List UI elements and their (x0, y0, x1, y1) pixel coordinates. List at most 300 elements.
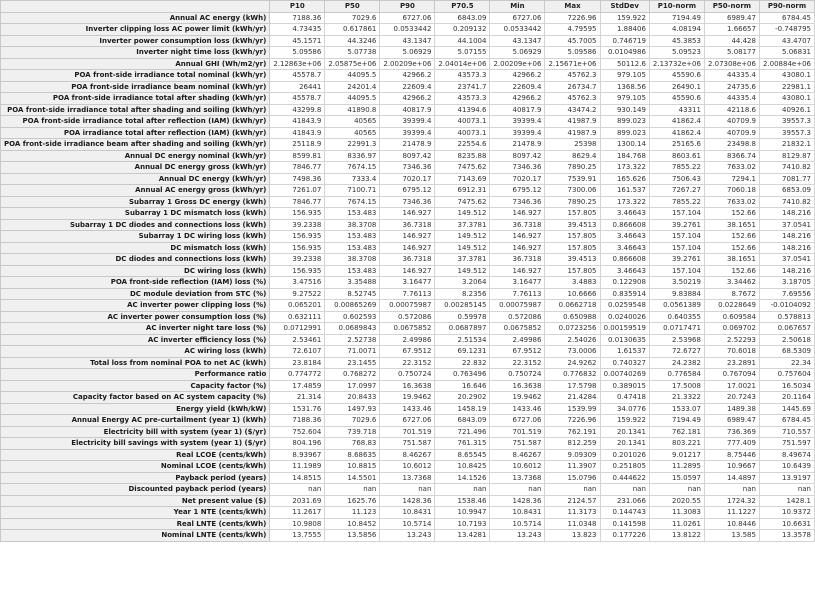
table-cell[interactable]: 5.09586 (545, 47, 600, 59)
table-cell[interactable]: 43.1347 (490, 35, 545, 47)
table-cell[interactable]: 7194.49 (649, 12, 704, 24)
table-cell[interactable]: 13.7555 (270, 530, 325, 542)
table-cell[interactable]: 8129.87 (759, 150, 814, 162)
table-cell[interactable]: 3.46643 (600, 242, 649, 254)
table-cell[interactable]: 41987.9 (545, 127, 600, 139)
table-cell[interactable]: 156.935 (270, 231, 325, 243)
table-cell[interactable]: 11.1227 (704, 507, 759, 519)
table-cell[interactable]: 148.216 (759, 265, 814, 277)
table-cell[interactable]: 39.4513 (545, 219, 600, 231)
table-cell[interactable]: 22.3152 (380, 357, 435, 369)
table-cell[interactable]: 13.7368 (490, 472, 545, 484)
table-cell[interactable]: 6795.12 (380, 185, 435, 197)
table-cell[interactable]: 2.50618 (759, 334, 814, 346)
table-cell[interactable]: 1428.36 (380, 495, 435, 507)
column-header[interactable]: P90-norm (759, 1, 814, 13)
table-cell[interactable]: 21.4284 (545, 392, 600, 404)
table-cell[interactable]: 8097.42 (380, 150, 435, 162)
table-cell[interactable]: 0.389015 (600, 380, 649, 392)
table-cell[interactable]: 7267.27 (649, 185, 704, 197)
row-header[interactable]: Total loss from nominal POA to net AC (kWh) (1, 357, 270, 369)
table-cell[interactable]: 161.537 (600, 185, 649, 197)
table-cell[interactable]: 2124.57 (545, 495, 600, 507)
table-cell[interactable]: 148.216 (759, 242, 814, 254)
table-cell[interactable]: 6727.06 (380, 415, 435, 427)
table-cell[interactable]: 5.09586 (270, 47, 325, 59)
table-cell[interactable]: 8.93967 (270, 449, 325, 461)
table-cell[interactable]: 6784.45 (759, 415, 814, 427)
table-cell[interactable]: 23741.7 (435, 81, 490, 93)
table-cell[interactable]: 13.8122 (649, 530, 704, 542)
table-cell[interactable]: 2.49986 (490, 334, 545, 346)
table-cell[interactable]: 45.7005 (545, 35, 600, 47)
table-cell[interactable]: 25398 (545, 139, 600, 151)
table-cell[interactable]: 25165.6 (649, 139, 704, 151)
table-cell[interactable]: 20.1341 (600, 426, 649, 438)
table-cell[interactable]: 10.6012 (490, 461, 545, 473)
table-cell[interactable]: 157.104 (649, 265, 704, 277)
table-cell[interactable]: 8.75446 (704, 449, 759, 461)
table-cell[interactable]: 44.3246 (325, 35, 380, 47)
table-cell[interactable]: 20.1164 (759, 392, 814, 404)
table-cell[interactable]: 22.34 (759, 357, 814, 369)
table-cell[interactable]: 1300.14 (600, 139, 649, 151)
table-cell[interactable]: 7188.36 (270, 415, 325, 427)
table-cell[interactable]: 2.51534 (435, 334, 490, 346)
table-cell[interactable]: 3.18705 (759, 277, 814, 289)
table-cell[interactable]: 4.79595 (545, 24, 600, 36)
table-cell[interactable]: 13.9197 (759, 472, 814, 484)
table-cell[interactable]: 44335.4 (704, 93, 759, 105)
table-cell[interactable]: nan (704, 484, 759, 496)
table-cell[interactable]: 72.6107 (270, 346, 325, 358)
table-cell[interactable]: 3.4883 (545, 277, 600, 289)
row-header[interactable]: Annual DC energy nominal (kWh/yr) (1, 150, 270, 162)
table-cell[interactable]: 22.3152 (490, 357, 545, 369)
table-cell[interactable]: 157.805 (545, 231, 600, 243)
row-header[interactable]: Net present value ($) (1, 495, 270, 507)
table-cell[interactable]: 43.1347 (380, 35, 435, 47)
table-cell[interactable]: 3.35488 (325, 277, 380, 289)
table-cell[interactable]: 0.177226 (600, 530, 649, 542)
row-header[interactable]: Annual AC energy gross (kWh/yr) (1, 185, 270, 197)
table-cell[interactable]: 0.776832 (545, 369, 600, 381)
table-cell[interactable]: 7346.36 (490, 162, 545, 174)
table-cell[interactable]: 3.2064 (435, 277, 490, 289)
table-cell[interactable]: 803.221 (649, 438, 704, 450)
table-cell[interactable]: 6795.12 (490, 185, 545, 197)
table-cell[interactable]: 7188.36 (270, 12, 325, 24)
table-cell[interactable]: 45.3853 (649, 35, 704, 47)
column-header[interactable]: Min (490, 1, 545, 13)
table-cell[interactable]: 0.0104986 (600, 47, 649, 59)
table-cell[interactable]: 157.104 (649, 231, 704, 243)
table-cell[interactable]: 149.512 (435, 208, 490, 220)
table-cell[interactable]: 2.00209e+06 (380, 58, 435, 70)
table-cell[interactable]: 2.00884e+06 (759, 58, 814, 70)
row-header[interactable]: POA front-side reflection (IAM) loss (%) (1, 277, 270, 289)
table-cell[interactable]: 751.587 (380, 438, 435, 450)
table-cell[interactable]: 156.935 (270, 208, 325, 220)
table-cell[interactable]: 11.2895 (649, 461, 704, 473)
table-cell[interactable]: 2.15671e+06 (545, 58, 600, 70)
table-cell[interactable]: 10.9947 (435, 507, 490, 519)
table-cell[interactable]: 45762.3 (545, 70, 600, 82)
table-cell[interactable]: 7226.96 (545, 415, 600, 427)
column-header[interactable]: StdDev (600, 1, 649, 13)
row-header[interactable]: Nominal LNTE (cents/kWh) (1, 530, 270, 542)
table-cell[interactable]: 159.922 (600, 415, 649, 427)
table-cell[interactable]: 1489.38 (704, 403, 759, 415)
table-cell[interactable]: 10.8815 (325, 461, 380, 473)
row-header[interactable]: Subarray 1 DC wiring loss (kWh) (1, 231, 270, 243)
table-cell[interactable]: 0.0533442 (490, 24, 545, 36)
table-cell[interactable]: 0.746719 (600, 35, 649, 47)
table-cell[interactable]: 7506.43 (649, 173, 704, 185)
table-cell[interactable]: 10.8425 (435, 461, 490, 473)
row-header[interactable]: POA front-side irradiance total after shading (kWh/yr) (1, 93, 270, 105)
table-cell[interactable]: 0.065201 (270, 300, 325, 312)
table-cell[interactable]: 44.1004 (435, 35, 490, 47)
table-cell[interactable]: 9.27522 (270, 288, 325, 300)
table-cell[interactable]: 5.09523 (649, 47, 704, 59)
row-header[interactable]: AC inverter power clipping loss (%) (1, 300, 270, 312)
table-cell[interactable]: 0.602593 (325, 311, 380, 323)
table-cell[interactable]: 39557.3 (759, 127, 814, 139)
row-header[interactable]: POA front-side irradiance total after shading and soiling (kWh/yr) (1, 104, 270, 116)
table-cell[interactable]: 1368.56 (600, 81, 649, 93)
table-cell[interactable]: 979.105 (600, 70, 649, 82)
table-cell[interactable]: 45578.7 (270, 93, 325, 105)
table-cell[interactable]: 7294.1 (704, 173, 759, 185)
table-cell[interactable]: 44335.4 (704, 70, 759, 82)
table-cell[interactable]: 39399.4 (490, 116, 545, 128)
table-cell[interactable]: 43080.1 (759, 70, 814, 82)
table-cell[interactable]: 812.259 (545, 438, 600, 450)
table-cell[interactable]: 7.76113 (490, 288, 545, 300)
row-header[interactable]: Inverter clipping loss AC power limit (kWh/yr) (1, 24, 270, 36)
table-cell[interactable]: 173.322 (600, 196, 649, 208)
table-cell[interactable]: 15.0597 (649, 472, 704, 484)
table-cell[interactable]: 146.927 (490, 242, 545, 254)
table-cell[interactable]: 67.9512 (490, 346, 545, 358)
table-cell[interactable]: 43474.2 (545, 104, 600, 116)
table-cell[interactable]: 1539.99 (545, 403, 600, 415)
table-cell[interactable]: 9.01217 (649, 449, 704, 461)
table-cell[interactable]: 21478.9 (490, 139, 545, 151)
table-cell[interactable]: 8.65545 (435, 449, 490, 461)
table-cell[interactable]: 13.3578 (759, 530, 814, 542)
table-cell[interactable]: -0.748795 (759, 24, 814, 36)
table-cell[interactable]: 40565 (325, 116, 380, 128)
row-header[interactable]: DC diodes and connections loss (kWh) (1, 254, 270, 266)
table-cell[interactable]: 23.2891 (704, 357, 759, 369)
table-cell[interactable]: 0.750724 (490, 369, 545, 381)
table-cell[interactable]: 21478.9 (380, 139, 435, 151)
table-cell[interactable]: 0.640355 (649, 311, 704, 323)
table-cell[interactable]: 0.632111 (270, 311, 325, 323)
table-cell[interactable]: 751.587 (490, 438, 545, 450)
table-cell[interactable]: 153.483 (325, 242, 380, 254)
table-cell[interactable]: 45590.6 (649, 93, 704, 105)
table-cell[interactable]: 2.53968 (649, 334, 704, 346)
table-cell[interactable]: nan (545, 484, 600, 496)
table-cell[interactable]: 157.805 (545, 208, 600, 220)
table-cell[interactable]: 26441 (270, 81, 325, 93)
table-cell[interactable]: 8366.74 (704, 150, 759, 162)
table-cell[interactable]: 43299.8 (270, 104, 325, 116)
table-cell[interactable]: 156.935 (270, 265, 325, 277)
table-cell[interactable]: 0.00285145 (435, 300, 490, 312)
table-cell[interactable]: 8.7672 (704, 288, 759, 300)
table-cell[interactable]: 146.927 (380, 231, 435, 243)
table-cell[interactable]: 0.740327 (600, 357, 649, 369)
table-cell[interactable]: 7346.36 (380, 162, 435, 174)
table-cell[interactable]: 3.46643 (600, 265, 649, 277)
table-cell[interactable]: 899.023 (600, 127, 649, 139)
table-cell[interactable]: 9.83884 (649, 288, 704, 300)
table-cell[interactable]: 751.597 (759, 438, 814, 450)
corner-header-cell[interactable] (1, 1, 270, 13)
table-cell[interactable]: 0.767094 (704, 369, 759, 381)
table-cell[interactable]: 231.066 (600, 495, 649, 507)
table-cell[interactable]: 24735.6 (704, 81, 759, 93)
table-cell[interactable]: 0.578813 (759, 311, 814, 323)
table-cell[interactable]: nan (325, 484, 380, 496)
table-cell[interactable]: -0.0104092 (759, 300, 814, 312)
table-cell[interactable]: 40817.9 (490, 104, 545, 116)
table-cell[interactable]: 1531.76 (270, 403, 325, 415)
table-cell[interactable]: 7633.02 (704, 162, 759, 174)
table-cell[interactable]: 7300.06 (545, 185, 600, 197)
table-cell[interactable]: 157.805 (545, 265, 600, 277)
table-cell[interactable]: 7855.22 (649, 196, 704, 208)
row-header[interactable]: Subarray 1 DC mismatch loss (kWh) (1, 208, 270, 220)
table-cell[interactable]: 11.1989 (270, 461, 325, 473)
table-cell[interactable]: 11.3083 (649, 507, 704, 519)
table-cell[interactable]: 50112.6 (600, 58, 649, 70)
table-cell[interactable]: 13.823 (545, 530, 600, 542)
table-cell[interactable]: 157.805 (545, 242, 600, 254)
table-cell[interactable]: 4.73435 (270, 24, 325, 36)
table-cell[interactable]: 24.2382 (649, 357, 704, 369)
table-cell[interactable]: 10.8446 (704, 518, 759, 530)
table-cell[interactable]: 7194.49 (649, 415, 704, 427)
table-cell[interactable]: 16.3638 (490, 380, 545, 392)
table-cell[interactable]: 2.04014e+06 (435, 58, 490, 70)
table-cell[interactable]: 7.69556 (759, 288, 814, 300)
table-cell[interactable]: 156.935 (270, 242, 325, 254)
table-cell[interactable]: 38.3708 (325, 219, 380, 231)
table-cell[interactable]: 24.9262 (545, 357, 600, 369)
table-cell[interactable]: 44095.5 (325, 70, 380, 82)
table-cell[interactable]: 10.8431 (490, 507, 545, 519)
table-cell[interactable]: 8336.97 (325, 150, 380, 162)
table-cell[interactable]: 3.46643 (600, 208, 649, 220)
table-cell[interactable]: 10.6439 (759, 461, 814, 473)
table-cell[interactable]: 0.609584 (704, 311, 759, 323)
table-cell[interactable]: 930.149 (600, 104, 649, 116)
table-cell[interactable]: 45578.7 (270, 70, 325, 82)
table-cell[interactable]: 149.512 (435, 242, 490, 254)
table-cell[interactable]: 0.209132 (435, 24, 490, 36)
table-cell[interactable]: 5.06929 (490, 47, 545, 59)
row-header[interactable]: Discounted payback period (years) (1, 484, 270, 496)
row-header[interactable]: Payback period (years) (1, 472, 270, 484)
table-cell[interactable]: 6989.47 (704, 415, 759, 427)
table-cell[interactable]: 41843.9 (270, 127, 325, 139)
table-cell[interactable]: 10.6631 (759, 518, 814, 530)
table-cell[interactable]: 7100.71 (325, 185, 380, 197)
table-cell[interactable]: 7020.17 (490, 173, 545, 185)
table-cell[interactable]: 3.16477 (380, 277, 435, 289)
table-cell[interactable]: 39.2338 (270, 254, 325, 266)
table-cell[interactable]: 41843.9 (270, 116, 325, 128)
table-cell[interactable]: 1458.19 (435, 403, 490, 415)
table-cell[interactable]: 7846.77 (270, 196, 325, 208)
table-cell[interactable]: 152.66 (704, 231, 759, 243)
table-cell[interactable]: 40926.1 (759, 104, 814, 116)
table-cell[interactable]: 0.617861 (325, 24, 380, 36)
table-cell[interactable]: 7890.25 (545, 196, 600, 208)
table-cell[interactable]: 43573.3 (435, 70, 490, 82)
table-cell[interactable]: 42118.6 (704, 104, 759, 116)
table-cell[interactable]: 8.46267 (490, 449, 545, 461)
table-cell[interactable]: 36.7318 (380, 219, 435, 231)
table-cell[interactable]: 0.774772 (270, 369, 325, 381)
table-cell[interactable]: 41862.4 (649, 116, 704, 128)
table-cell[interactable]: 40817.9 (380, 104, 435, 116)
table-cell[interactable]: 2.07308e+06 (704, 58, 759, 70)
table-cell[interactable]: 14.5501 (325, 472, 380, 484)
table-cell[interactable]: 10.6012 (380, 461, 435, 473)
table-cell[interactable]: 2020.55 (649, 495, 704, 507)
table-cell[interactable]: 14.1526 (435, 472, 490, 484)
table-cell[interactable]: 1625.76 (325, 495, 380, 507)
table-cell[interactable]: 39399.4 (380, 127, 435, 139)
table-cell[interactable]: 0.0675852 (380, 323, 435, 335)
table-cell[interactable]: 7261.07 (270, 185, 325, 197)
table-cell[interactable]: 2031.69 (270, 495, 325, 507)
table-cell[interactable]: 710.557 (759, 426, 814, 438)
table-cell[interactable]: 0.144743 (600, 507, 649, 519)
table-cell[interactable]: 41394.6 (435, 104, 490, 116)
table-cell[interactable]: 13.4281 (435, 530, 490, 542)
row-header[interactable]: Annual Energy AC pre-curtailment (year 1) (kWh) (1, 415, 270, 427)
table-cell[interactable]: 6727.06 (490, 12, 545, 24)
row-header[interactable]: AC wiring loss (kWh) (1, 346, 270, 358)
table-cell[interactable]: 184.768 (600, 150, 649, 162)
table-cell[interactable]: 0.0712991 (270, 323, 325, 335)
table-cell[interactable]: 2.52293 (704, 334, 759, 346)
table-cell[interactable]: 20.2902 (435, 392, 490, 404)
table-cell[interactable]: 0.750724 (380, 369, 435, 381)
table-cell[interactable]: 0.00075987 (380, 300, 435, 312)
row-header[interactable]: Energy yield (kWh/kW) (1, 403, 270, 415)
row-header[interactable]: DC mismatch loss (kWh) (1, 242, 270, 254)
table-cell[interactable]: 37.3781 (435, 254, 490, 266)
table-cell[interactable]: nan (600, 484, 649, 496)
table-cell[interactable]: 149.512 (435, 231, 490, 243)
table-cell[interactable]: 0.650988 (545, 311, 600, 323)
table-cell[interactable]: 0.141598 (600, 518, 649, 530)
table-cell[interactable]: 1428.36 (490, 495, 545, 507)
row-header[interactable]: Subarray 1 Gross DC energy (kWh) (1, 196, 270, 208)
table-cell[interactable]: 1497.93 (325, 403, 380, 415)
table-cell[interactable]: 11.123 (325, 507, 380, 519)
table-cell[interactable]: nan (380, 484, 435, 496)
table-cell[interactable]: 10.5714 (490, 518, 545, 530)
table-cell[interactable]: 10.8452 (325, 518, 380, 530)
table-cell[interactable]: 7060.18 (704, 185, 759, 197)
table-cell[interactable]: 11.3173 (545, 507, 600, 519)
table-cell[interactable]: 17.5798 (545, 380, 600, 392)
row-header[interactable]: Inverter power consumption loss (kWh/yr) (1, 35, 270, 47)
column-header[interactable]: P10 (270, 1, 325, 13)
table-cell[interactable]: 10.6666 (545, 288, 600, 300)
row-header[interactable]: POA front-side irradiance beam nominal (kWh/yr) (1, 81, 270, 93)
table-cell[interactable]: 39557.3 (759, 116, 814, 128)
table-cell[interactable]: 0.00865269 (325, 300, 380, 312)
row-header[interactable]: DC wiring loss (kWh) (1, 265, 270, 277)
table-cell[interactable]: 37.0541 (759, 254, 814, 266)
row-header[interactable]: Capacity factor based on AC system capacity (%) (1, 392, 270, 404)
table-cell[interactable]: 43573.3 (435, 93, 490, 105)
table-cell[interactable]: 0.768272 (325, 369, 380, 381)
table-cell[interactable]: 153.483 (325, 208, 380, 220)
table-cell[interactable]: 0.866608 (600, 219, 649, 231)
table-cell[interactable]: 17.5008 (649, 380, 704, 392)
table-cell[interactable]: 0.067657 (759, 323, 814, 335)
table-cell[interactable]: 6989.47 (704, 12, 759, 24)
table-cell[interactable]: 24201.4 (325, 81, 380, 93)
table-cell[interactable]: 22609.4 (380, 81, 435, 93)
table-cell[interactable]: 23.8184 (270, 357, 325, 369)
table-cell[interactable]: 21832.1 (759, 139, 814, 151)
table-cell[interactable]: 7674.15 (325, 196, 380, 208)
table-cell[interactable]: 41987.9 (545, 116, 600, 128)
table-cell[interactable]: 0.572086 (380, 311, 435, 323)
table-cell[interactable]: 16.646 (435, 380, 490, 392)
table-cell[interactable]: 8.2356 (435, 288, 490, 300)
table-cell[interactable]: 8.52745 (325, 288, 380, 300)
table-cell[interactable]: 42966.2 (380, 70, 435, 82)
table-cell[interactable]: 45.1571 (270, 35, 325, 47)
table-cell[interactable]: 20.8433 (325, 392, 380, 404)
table-cell[interactable]: 0.122908 (600, 277, 649, 289)
table-cell[interactable]: 3.46643 (600, 231, 649, 243)
row-header[interactable]: Annual DC energy gross (kWh/yr) (1, 162, 270, 174)
row-header[interactable]: Electricity bill with system (year 1) ($/yr) (1, 426, 270, 438)
table-cell[interactable]: 0.00159519 (600, 323, 649, 335)
table-cell[interactable]: 44095.5 (325, 93, 380, 105)
table-cell[interactable]: 19.9462 (490, 392, 545, 404)
table-cell[interactable]: 22991.3 (325, 139, 380, 151)
table-cell[interactable]: 39.2761 (649, 219, 704, 231)
table-cell[interactable]: 2.54026 (545, 334, 600, 346)
table-cell[interactable]: 22.832 (435, 357, 490, 369)
table-cell[interactable]: 39399.4 (490, 127, 545, 139)
row-header[interactable]: Inverter night time loss (kWh/yr) (1, 47, 270, 59)
table-cell[interactable]: nan (270, 484, 325, 496)
table-cell[interactable]: 13.585 (704, 530, 759, 542)
table-cell[interactable]: 0.776584 (649, 369, 704, 381)
table-cell[interactable]: 40709.9 (704, 127, 759, 139)
table-cell[interactable]: 3.16477 (490, 277, 545, 289)
table-cell[interactable]: 23.1455 (325, 357, 380, 369)
table-cell[interactable]: 7143.69 (435, 173, 490, 185)
table-cell[interactable]: 41890.8 (325, 104, 380, 116)
